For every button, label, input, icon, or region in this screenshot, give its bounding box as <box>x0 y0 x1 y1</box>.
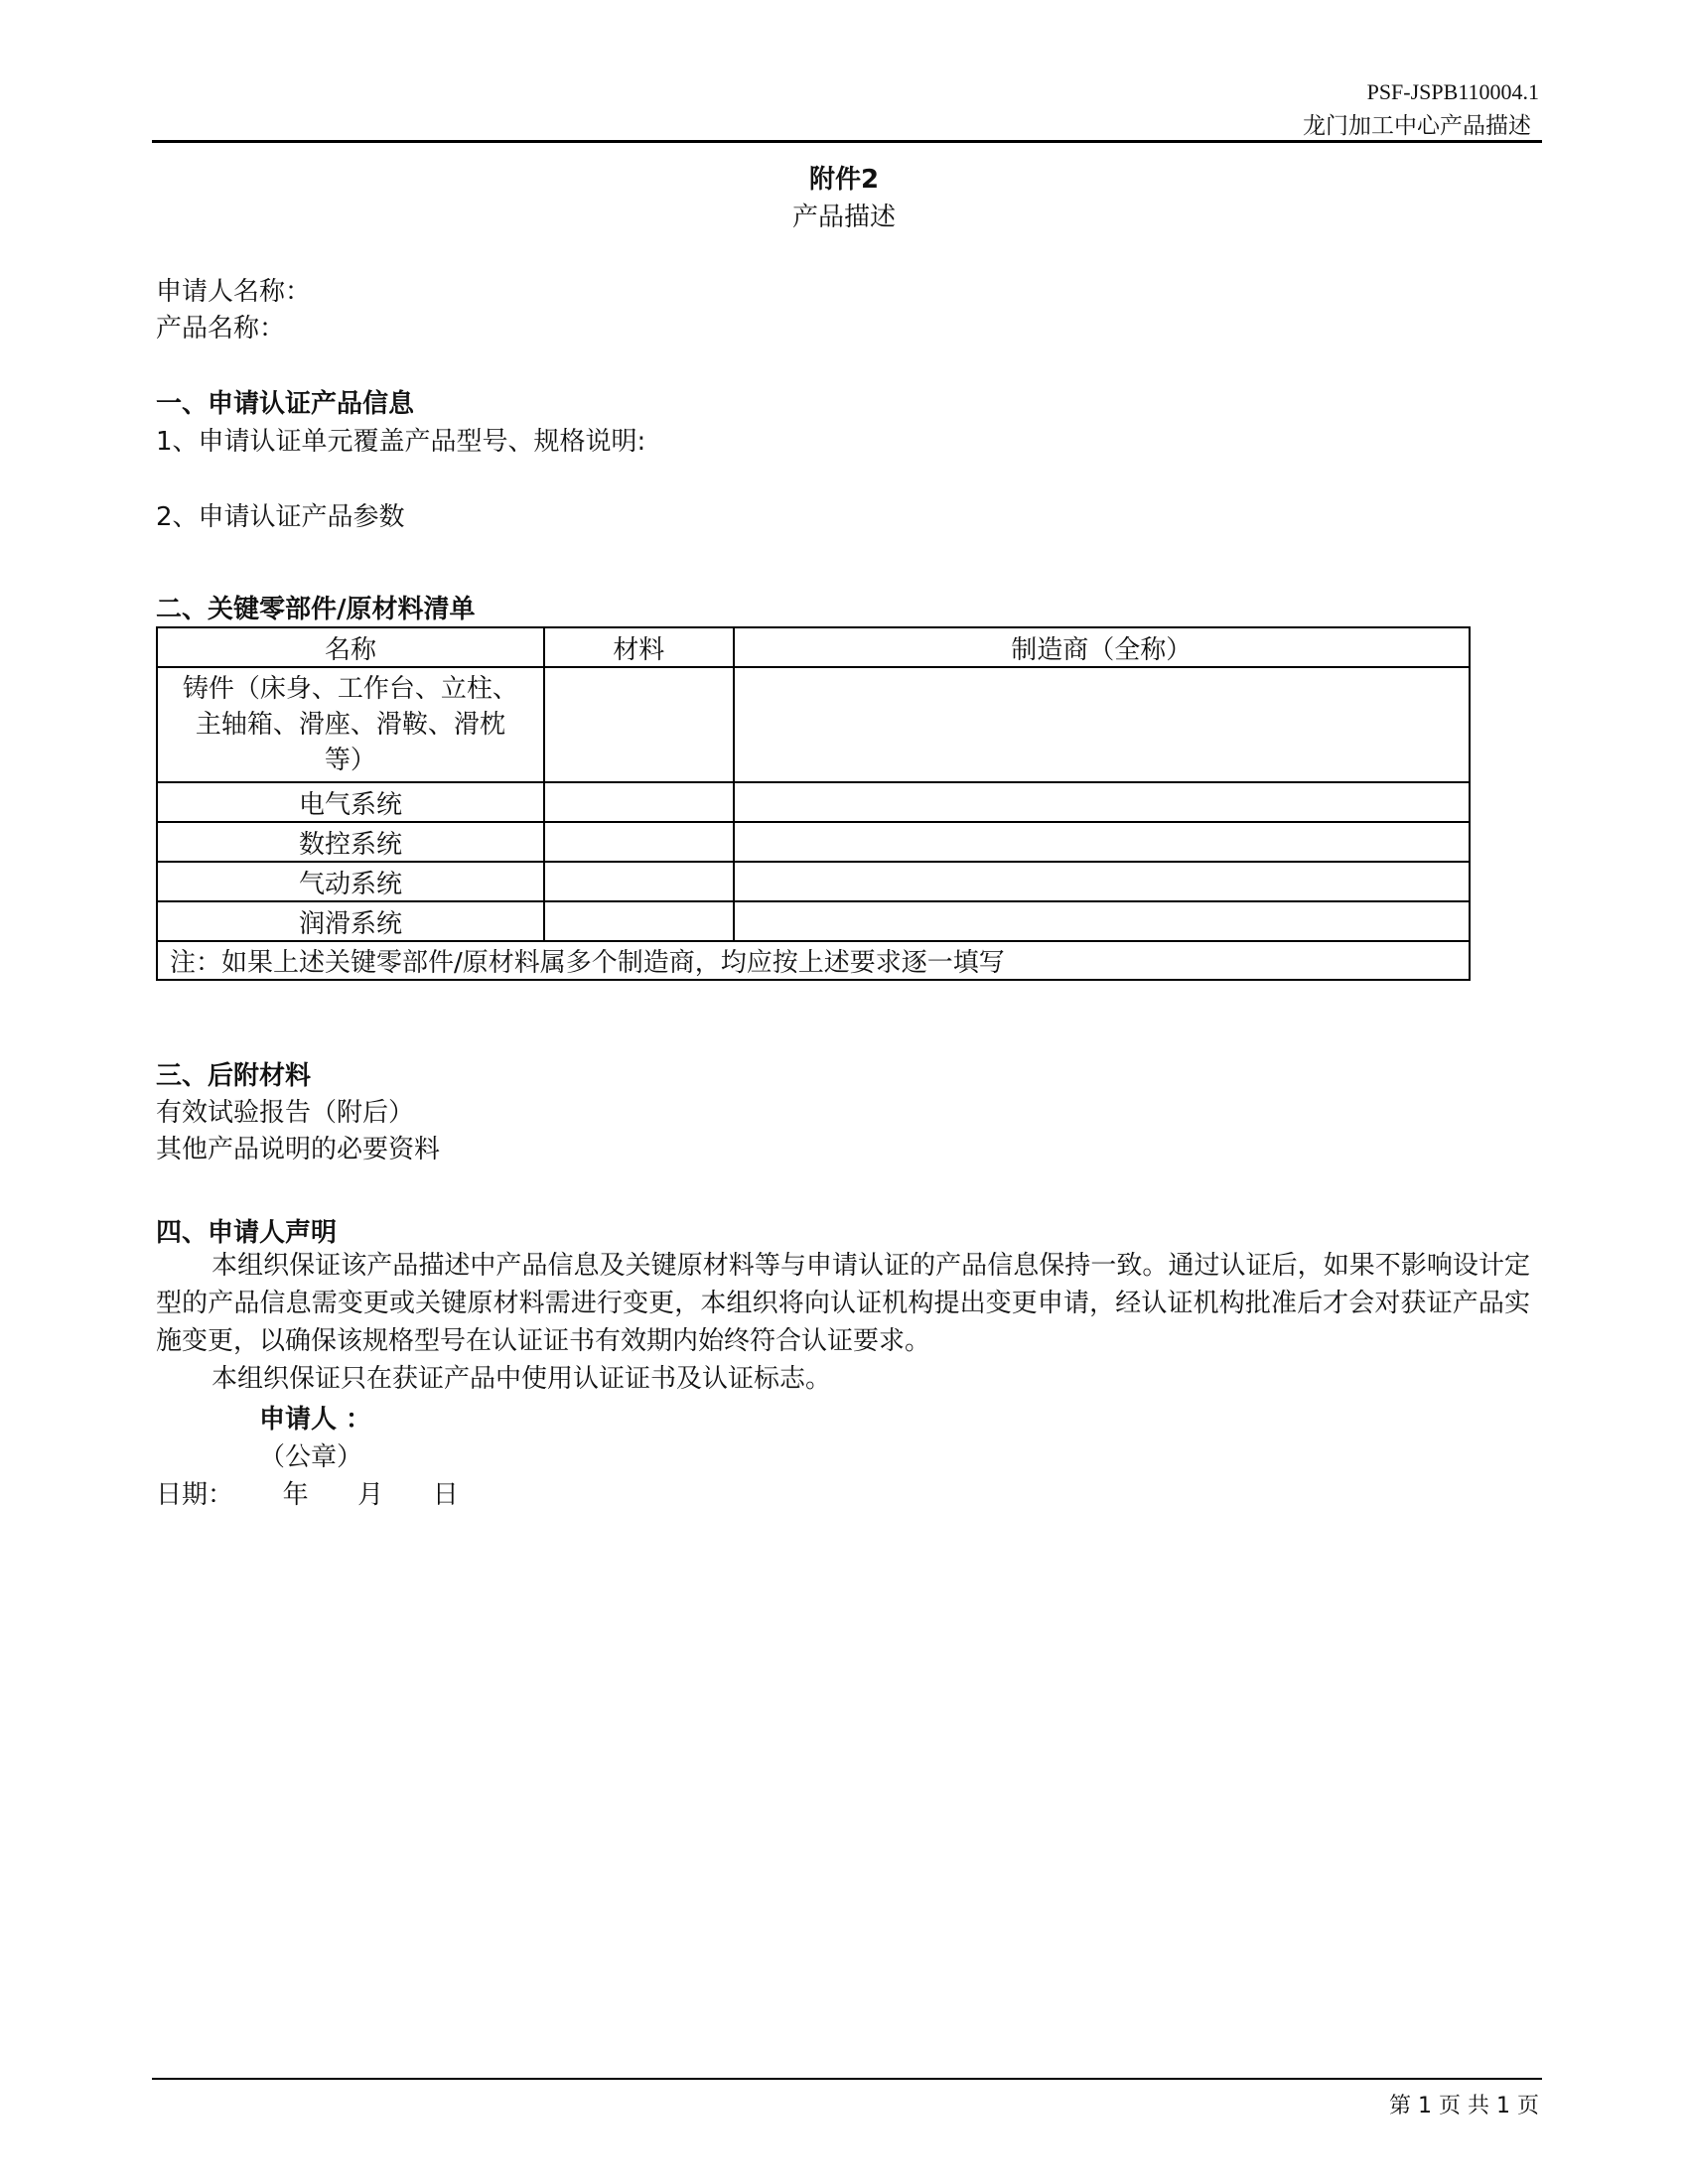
section2-heading: 二、关键零部件/原材料清单 <box>156 595 476 624</box>
table-row <box>157 862 1470 901</box>
section1-item1: 1、申请认证单元覆盖产品型号、规格说明: <box>156 427 646 457</box>
table-cell-material[interactable] <box>544 782 734 822</box>
table-cell-manufacturer[interactable] <box>734 862 1470 901</box>
table-cell-name: 气动系统 <box>157 862 544 901</box>
table-cell-material[interactable] <box>544 667 734 782</box>
section3-item1: 有效试验报告（附后） <box>156 1098 415 1128</box>
header-rule <box>152 140 1542 143</box>
table-cell-material[interactable] <box>544 822 734 862</box>
document-header-title: 龙门加工中心产品描述 <box>1303 113 1531 139</box>
applicant-name-label: 申请人名称： <box>156 277 312 307</box>
page-title: 产品描述 <box>791 203 896 232</box>
section3-heading: 三、后附材料 <box>156 1061 312 1091</box>
table-header-row <box>157 627 1470 667</box>
section1-heading: 一、申请认证产品信息 <box>156 389 415 419</box>
table-note: 注：如果上述关键零部件/原材料属多个制造商，均应按上述要求逐一填写 <box>157 941 1470 980</box>
declaration-paragraph-2: 本组织保证只在获证产品中使用认证证书及认证标志。 <box>211 1364 832 1394</box>
table-row <box>157 667 1470 782</box>
table-cell-material[interactable] <box>544 862 734 901</box>
section1-item2: 2、申请认证产品参数 <box>156 502 405 532</box>
document-code: PSF-JSPB110004.1 <box>1366 79 1539 104</box>
column-header-material: 材料 <box>544 627 734 667</box>
date-label: 日期： 年 月 日 <box>156 1480 459 1510</box>
footer-rule <box>152 2078 1542 2080</box>
table-cell-manufacturer[interactable] <box>734 667 1470 782</box>
declaration-paragraph: 本组织保证该产品描述中产品信息及关键原材料等与申请认证的产品信息保持一致。通过认证后，如果不影响设计定型的产品信息需变更或关键原材料需进行变更，本组织将向认证机构提出变更申请，经认证机构批准后才会对获证产品实施变更，以确保该规格型号在认证证书有效期内始终符合认证要求。 <box>156 1251 1530 1356</box>
table-row <box>157 901 1470 941</box>
section3-item2: 其他产品说明的必要资料 <box>156 1135 441 1164</box>
table-note-row <box>157 941 1470 980</box>
table-row <box>157 782 1470 822</box>
table-cell-manufacturer[interactable] <box>734 822 1470 862</box>
section4-heading: 四、申请人声明 <box>156 1218 338 1248</box>
table-cell-name: 电气系统 <box>157 782 544 822</box>
seal-label: （公章） <box>259 1442 363 1472</box>
table-row <box>157 822 1470 862</box>
parts-table <box>156 626 1471 981</box>
table-cell-name <box>157 667 544 782</box>
table-cell-material[interactable] <box>544 901 734 941</box>
product-name-label: 产品名称： <box>156 314 286 343</box>
table-cell-name: 润滑系统 <box>157 901 544 941</box>
cell-text: 铸件（床身、工作台、立柱、主轴箱、滑座、滑鞍、滑枕等） <box>182 674 518 775</box>
page-number: 第 1 页 共 1 页 <box>1389 2094 1539 2118</box>
table-cell-manufacturer[interactable] <box>734 782 1470 822</box>
column-header-manufacturer: 制造商（全称） <box>734 627 1470 667</box>
column-header-name: 名称 <box>157 627 544 667</box>
applicant-signature-label: 申请人 ： <box>259 1405 372 1434</box>
table-cell-manufacturer[interactable] <box>734 901 1470 941</box>
attachment-title: 附件2 <box>808 165 880 195</box>
table-cell-name: 数控系统 <box>157 822 544 862</box>
